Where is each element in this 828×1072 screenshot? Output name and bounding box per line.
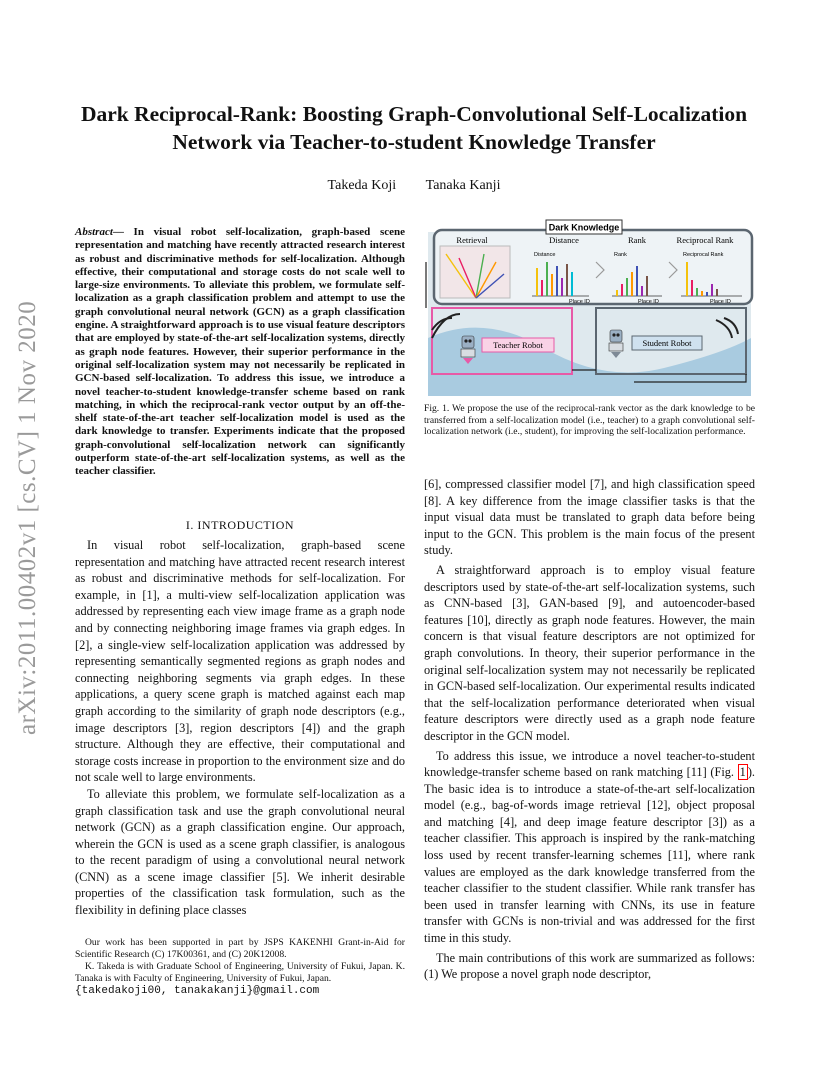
abstract-text: — In visual robot self-localization, graph-based scene representation and matching have recently attracted research interest as robust and discriminative methods for self-localization. Although effective, their computational and storage costs do not scale well to large-size environments. To alleviate this problem, we formulate self-localization as a graph classification problem and attempt to use the graph convolutional neural network (GCN) as a graph classification engine. A straightforward approach is to use visual feature descriptors that are employed by state-of-the-art self-localization systems, directly as graph node features. However, their superior performance in the original self-localization system may not necessarily be replicated in GCN-based self-localization. To address this issue, we introduce a novel teacher-to-student knowledge-transfer scheme based on rank matching, in which the reciprocal-rank vector output by an off-the-shelf state-of-the-art teacher self-localization model is used as the dark knowledge to transfer. Experiments indicate that the proposed graph-convolutional self-localization network can significantly outperform state-of-the-art self-localization systems, as well as the teacher classifier. xyxy=(75,226,405,478)
distance-header: Distance xyxy=(549,235,579,245)
place-id-axis-3: Place ID xyxy=(710,299,731,305)
reciprocal-rank-header: Reciprocal Rank xyxy=(676,235,734,245)
retrieval-label: Retrieval xyxy=(456,235,488,245)
right-paragraph-3 xyxy=(424,748,755,947)
intro-paragraph-1: In visual robot self-localization, graph-based scene representation and matching have attracted recent research interest as robust and discriminative methods for self-localization. For example, in [1], a multi-view self-localization application was addressed by representing each view image frame as a graph node and by connecting neighboring image frames via graph edges. In [2], a single-view self-localization application was addressed by representing semantically segmented regions as graph nodes and connecting neighboring segments via graph edges. In these applications, a query scene graph is matched against each map graph according to the similarity of graph node descriptors (e.g., image descriptors [3], region descriptors [4]) and the graph structure. Although they are effective, their computational and storage costs increase in proportion to the environment size and do not scale well to large environments. xyxy=(75,538,405,785)
footnote-affiliation: K. Takeda is with Graduate School of Engineering, University of Fukui, Japan. K. Tanaka is with Faculty of Engineering, University of Fukui, Japan. xyxy=(75,961,405,984)
title-line-2: Network via Teacher-to-student Knowledge Transfer xyxy=(172,130,656,154)
abstract-label: Abstract xyxy=(75,226,113,238)
arxiv-stamp[interactable]: arXiv:2011.00402v1 [cs.CV] 1 Nov 2020 xyxy=(14,300,41,735)
paper-title xyxy=(60,100,768,156)
figure-1 xyxy=(424,218,755,398)
section-heading-introduction: I. INTRODUCTION xyxy=(185,518,295,532)
footnote-email: {takedakoji00, tanakakanji}@gmail.com xyxy=(75,985,320,997)
dark-knowledge-label: Dark Knowledge xyxy=(548,222,620,233)
right-paragraph-3-part-a: To address this issue, we introduce a novel teacher-to-student knowledge-transfer scheme based on rank matching [11] (Fig. xyxy=(424,748,755,780)
author-2: Tanaka Kanji xyxy=(425,178,501,193)
student-robot-label: Student Robot xyxy=(642,338,692,348)
right-paragraph-3-part-b: ). The basic idea is to introduce a state-of-the-art self-localization model (e.g., bag-of-words image retrieval [12], object proposal and matching [4], and deep image feature descriptor [3]) as a teacher classifier. This approach is inspired by the rank-matching loss used by recent transfer-learning schemes [11], where rank values are employed as the dark knowledge transferred from the teacher classifier to the student classifier. While rank transfer has been used in transfer learning with CNNs, its use in feature transfer with GCNs is non-trivial and was addressed for the first time in this study. xyxy=(424,765,755,946)
abstract xyxy=(75,226,405,479)
rank-header: Rank xyxy=(628,235,646,245)
author-list xyxy=(0,178,828,194)
reciprocal-rank-axis-label: Reciprocal Rank xyxy=(683,252,724,258)
author-1: Takeda Koji xyxy=(327,178,397,193)
right-paragraph-2: A straightforward approach is to employ visual feature descriptors used by state-of-the-art self-localization systems, such as CNN-based [3], GAN-based [9], and autoencoder-based features [10], directly as graph node features. However, the main concern is that visual feature descriptors are not optimized for graph convolutions. In theory, their superior performance in the original self-localization system may not necessarily be replicated in GCN-based self-localization. Our experimental results indicated that the self-localization performance deteriorated when visual feature descriptors were directly used as a graph node feature descriptor in the GCN model. xyxy=(424,562,755,743)
footnote-funding: Our work has been supported in part by JSPS KAKENHI Grant-in-Aid for Scientific Research (C) 17K00361, and (C) 20K12008. xyxy=(75,937,405,960)
place-id-axis-2: Place ID xyxy=(638,299,659,305)
title-line-1: Dark Reciprocal-Rank: Boosting Graph-Convolutional Self-Localization xyxy=(80,102,748,126)
retrieval-map-panel xyxy=(440,246,510,298)
figure-1-link[interactable]: 1 xyxy=(739,765,746,780)
introduction-body xyxy=(75,537,405,919)
footnotes xyxy=(75,937,405,997)
right-paragraph-1: [6], compressed classifier model [7], and high classification speed [8]. A key difference from the image classifier tasks is that the input visual data must be translated to graph data before being input to the GCN. This problem is the main focus of the present study. xyxy=(424,477,755,558)
intro-paragraph-2: To alleviate this problem, we formulate self-localization as a graph classification task and use the graph convolutional neural network (GCN) as a graph classification engine. Our approach, wherein the GCN is used as a scene graph classifier, is analogous to the recent paradigm of using a convolutional neural network (CNN) as a scene image classifier [5]. We inherit desirable properties of the classification task formulation, such as the flexibility in defining place classes xyxy=(75,786,405,918)
teacher-robot-label: Teacher Robot xyxy=(493,340,543,350)
right-paragraph-4: The main contributions of this work are summarized as follows: (1) We propose a novel graph node descriptor, xyxy=(424,950,755,982)
right-column-body xyxy=(424,476,755,986)
rank-axis-label: Rank xyxy=(614,252,627,258)
figure-1-caption: Fig. 1. We propose the use of the reciprocal-rank vector as the dark knowledge to be transferred from a self-localization model (i.e., teacher) to a graph convolutional self-localization network (i.e., student), for improving the self-localization performance. xyxy=(424,403,755,437)
distance-axis-label: Distance xyxy=(534,252,556,258)
place-id-axis-1: Place ID xyxy=(569,299,590,305)
